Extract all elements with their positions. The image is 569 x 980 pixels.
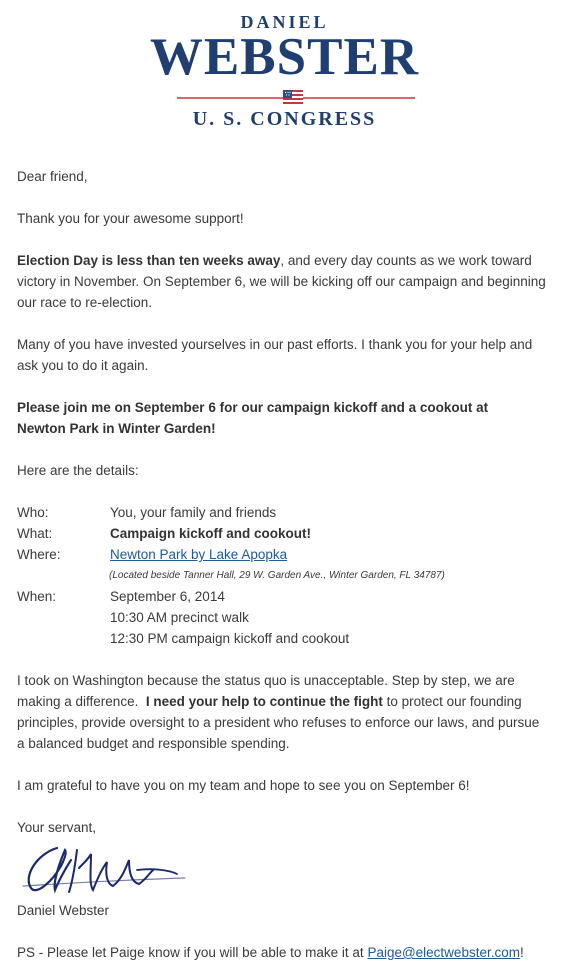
when-date: September 6, 2014 bbox=[110, 589, 225, 604]
closing: Your servant, bbox=[17, 820, 97, 835]
who-value: You, your family and friends bbox=[110, 505, 277, 520]
election-bold-text: Election Day is less than ten weeks away bbox=[17, 253, 281, 268]
detail-what bbox=[17, 523, 569, 544]
details-intro: Here are the details: bbox=[17, 463, 139, 478]
where-link[interactable]: Newton Park by Lake Apopka bbox=[110, 547, 288, 562]
detail-when bbox=[17, 586, 569, 607]
ps-email-link[interactable]: Paige@electwebster.com bbox=[367, 945, 520, 960]
when-label: When: bbox=[17, 589, 57, 604]
invested-paragraph-line-2: ask you to do it again. bbox=[17, 358, 149, 373]
logo-first-name: DANIEL bbox=[240, 12, 329, 32]
election-paragraph-line-2: victory in November. On September 6, we will be kicking off our campaign and beginning bbox=[17, 274, 546, 289]
thanks-text: Thank you for your awesome support! bbox=[17, 211, 244, 226]
where-label: Where: bbox=[17, 547, 61, 562]
us-flag-icon bbox=[283, 90, 303, 105]
who-label: Who: bbox=[17, 505, 49, 520]
signer-name: Daniel Webster bbox=[17, 903, 110, 918]
invested-paragraph-line-1: Many of you have invested yourselves in our past efforts. I thank you for your help and bbox=[17, 337, 533, 352]
when-time-1: 10:30 AM precinct walk bbox=[110, 610, 249, 625]
where-note: (Located beside Tanner Hall, 29 W. Garden Ave., Winter Garden, FL 34787) bbox=[109, 570, 445, 581]
detail-who bbox=[17, 502, 569, 523]
letterhead bbox=[0, 0, 569, 140]
logo-last-name: WEBSTER bbox=[149, 28, 420, 86]
help-bold-text: I need your help to continue the fight bbox=[145, 694, 383, 709]
washington-line-1: I took on Washington because the status quo is unacceptable. Step by step, we are bbox=[17, 673, 515, 688]
what-value: Campaign kickoff and cookout! bbox=[110, 526, 312, 541]
detail-when-time-1 bbox=[17, 607, 569, 628]
election-paragraph-line-1: Election Day is less than ten weeks away, and every day counts as we work toward bbox=[17, 253, 532, 268]
salutation: Dear friend, bbox=[17, 169, 88, 184]
what-label: What: bbox=[17, 526, 53, 541]
join-line-1: Please join me on September 6 for our campaign kickoff and a cookout at bbox=[17, 400, 489, 415]
logo-office: U. S. CONGRESS bbox=[192, 108, 377, 130]
when-time-2: 12:30 PM campaign kickoff and cookout bbox=[110, 631, 350, 646]
grateful-text: I am grateful to have you on my team and hope to see you on September 6! bbox=[17, 778, 470, 793]
detail-where bbox=[17, 544, 569, 565]
ps-line: PS - Please let Paige know if you will be able to make it at Paige@electwebster.com! bbox=[17, 945, 524, 960]
election-paragraph-line-3: our race to re-election. bbox=[17, 295, 153, 310]
washington-line-4: a balanced budget and responsible spending. bbox=[17, 736, 290, 751]
signature-image bbox=[17, 840, 189, 900]
letter-body bbox=[17, 166, 569, 963]
washington-line-3: principles, provide oversight to a president who refuses to enforce our laws, and pursue bbox=[17, 715, 540, 730]
washington-line-2: making a difference. I need your help to continue the fight to protect our founding bbox=[17, 694, 522, 709]
detail-when-time-2 bbox=[17, 628, 569, 649]
join-line-2: Newton Park in Winter Garden! bbox=[17, 421, 216, 436]
